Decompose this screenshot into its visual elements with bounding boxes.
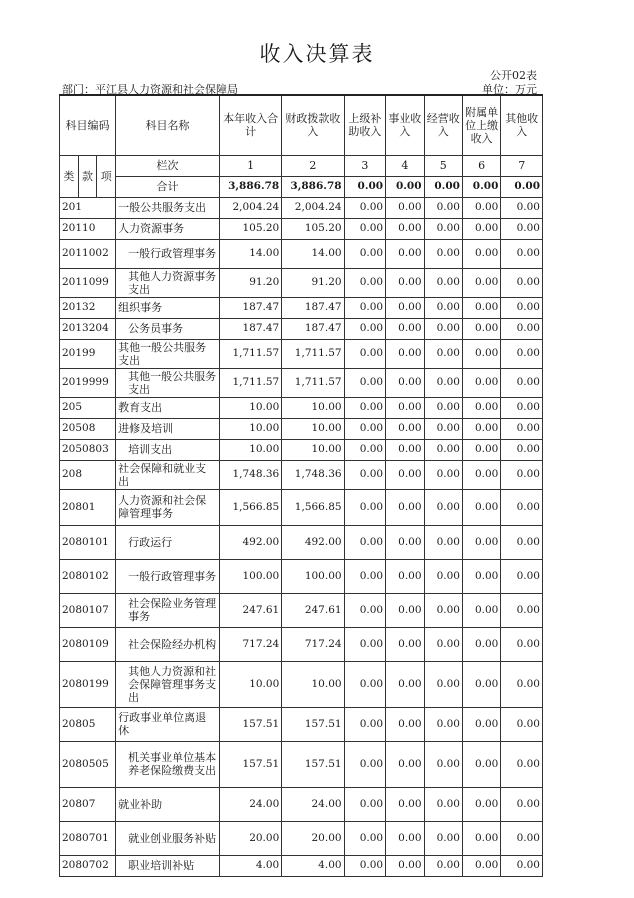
value-cell: 0.00: [424, 821, 462, 855]
table-row: [60, 741, 543, 787]
column-index-label: 栏次: [116, 155, 220, 176]
table-row: [60, 339, 543, 368]
table-row: [60, 239, 543, 268]
subject-code-cell: 20110: [60, 218, 116, 239]
value-cell: 0.00: [424, 707, 462, 741]
subject-name-cell: 社会保险业务管理事务: [116, 593, 220, 627]
value-cell: 157.51: [219, 707, 281, 741]
subject-code-cell: 201: [60, 197, 116, 218]
header-other-income: 其他收入: [501, 95, 543, 155]
total-cell: 0.00: [501, 176, 543, 197]
value-cell: 0.00: [501, 297, 543, 318]
value-cell: 0.00: [462, 787, 500, 821]
table-row: [60, 418, 543, 439]
subject-name-cell: 培训支出: [116, 439, 220, 460]
value-cell: 0.00: [344, 460, 386, 489]
value-cell: 0.00: [344, 197, 386, 218]
table-row: [60, 268, 543, 297]
header-operating-income: 经营收入: [424, 95, 462, 155]
value-cell: 91.20: [282, 268, 344, 297]
value-cell: 0.00: [424, 741, 462, 787]
value-cell: 20.00: [219, 821, 281, 855]
table-row: [60, 397, 543, 418]
value-cell: 0.00: [501, 368, 543, 397]
table-row: [60, 218, 543, 239]
value-cell: 0.00: [424, 593, 462, 627]
subject-name-cell: 人力资源事务: [116, 218, 220, 239]
value-cell: 157.51: [282, 707, 344, 741]
subject-code-cell: 2080701: [60, 821, 116, 855]
value-cell: 0.00: [424, 239, 462, 268]
value-cell: 0.00: [424, 218, 462, 239]
value-cell: 0.00: [344, 318, 386, 339]
table-row: [60, 197, 543, 218]
value-cell: 0.00: [501, 661, 543, 707]
header-xiang: 项: [97, 155, 116, 197]
table-row: [60, 525, 543, 559]
value-cell: 4.00: [282, 855, 344, 876]
value-cell: 14.00: [282, 239, 344, 268]
table-row: [60, 368, 543, 397]
value-cell: 0.00: [462, 707, 500, 741]
value-cell: 0.00: [462, 318, 500, 339]
subject-name-cell: 公务员事务: [116, 318, 220, 339]
value-cell: 0.00: [501, 318, 543, 339]
total-cell: 0.00: [344, 176, 386, 197]
value-cell: 0.00: [462, 418, 500, 439]
value-cell: 0.00: [462, 821, 500, 855]
subject-name-cell: 一般行政管理事务: [116, 559, 220, 593]
department-label: 部门：平江县人力资源和社会保障局: [62, 83, 238, 96]
value-cell: 0.00: [386, 397, 424, 418]
value-cell: 10.00: [219, 439, 281, 460]
subject-code-cell: 2050803: [60, 439, 116, 460]
value-cell: 0.00: [386, 525, 424, 559]
value-cell: 0.00: [386, 661, 424, 707]
value-cell: 0.00: [386, 239, 424, 268]
value-cell: 0.00: [462, 297, 500, 318]
value-cell: 717.24: [282, 627, 344, 661]
value-cell: 105.20: [282, 218, 344, 239]
value-cell: 0.00: [424, 197, 462, 218]
value-cell: 0.00: [501, 821, 543, 855]
total-cell: 3,886.78: [219, 176, 281, 197]
value-cell: 24.00: [282, 787, 344, 821]
value-cell: 0.00: [462, 397, 500, 418]
header-affiliated-income: 附属单位上缴收入: [462, 95, 500, 155]
value-cell: 0.00: [501, 741, 543, 787]
value-cell: 0.00: [501, 218, 543, 239]
value-cell: 1,748.36: [219, 460, 281, 489]
value-cell: 0.00: [501, 855, 543, 876]
value-cell: 0.00: [344, 297, 386, 318]
value-cell: 0.00: [462, 239, 500, 268]
value-cell: 100.00: [282, 559, 344, 593]
value-cell: 0.00: [386, 855, 424, 876]
subject-name-cell: 一般行政管理事务: [116, 239, 220, 268]
subject-code-cell: 208: [60, 460, 116, 489]
value-cell: 0.00: [462, 368, 500, 397]
column-index: 3: [344, 155, 386, 176]
subject-name-cell: 社会保险经办机构: [116, 627, 220, 661]
subject-code-cell: 20807: [60, 787, 116, 821]
value-cell: 0.00: [424, 661, 462, 707]
value-cell: 0.00: [462, 439, 500, 460]
income-table: [59, 94, 543, 877]
value-cell: 2,004.24: [282, 197, 344, 218]
value-cell: 0.00: [386, 197, 424, 218]
table-row: [60, 787, 543, 821]
value-cell: 187.47: [219, 297, 281, 318]
header-row: [60, 95, 543, 155]
value-cell: 10.00: [282, 397, 344, 418]
header-total-income: 本年收入合计: [219, 95, 281, 155]
value-cell: 0.00: [344, 559, 386, 593]
value-cell: 0.00: [386, 593, 424, 627]
subject-name-cell: 一般公共服务支出: [116, 197, 220, 218]
value-cell: 10.00: [282, 418, 344, 439]
value-cell: 0.00: [424, 559, 462, 593]
header-subject-code: 科目编码: [60, 95, 116, 155]
subject-code-cell: 2080109: [60, 627, 116, 661]
value-cell: 91.20: [219, 268, 281, 297]
column-index: 5: [424, 155, 462, 176]
table-row: [60, 855, 543, 876]
value-cell: 1,748.36: [282, 460, 344, 489]
value-cell: 0.00: [501, 268, 543, 297]
value-cell: 0.00: [424, 297, 462, 318]
value-cell: 0.00: [386, 439, 424, 460]
table-row: [60, 661, 543, 707]
table-row: [60, 707, 543, 741]
subject-code-cell: 20805: [60, 707, 116, 741]
subject-code-cell: 2080101: [60, 525, 116, 559]
value-cell: 0.00: [462, 627, 500, 661]
value-cell: 0.00: [386, 627, 424, 661]
value-cell: 0.00: [501, 339, 543, 368]
value-cell: 0.00: [424, 525, 462, 559]
subject-code-cell: 2080107: [60, 593, 116, 627]
value-cell: 247.61: [219, 593, 281, 627]
value-cell: 0.00: [424, 368, 462, 397]
value-cell: 0.00: [386, 821, 424, 855]
value-cell: 0.00: [344, 593, 386, 627]
subject-name-cell: 其他一般公共服务支出: [116, 368, 220, 397]
subject-code-cell: 20132: [60, 297, 116, 318]
value-cell: 247.61: [282, 593, 344, 627]
column-index: 6: [462, 155, 500, 176]
value-cell: 100.00: [219, 559, 281, 593]
value-cell: 1,711.57: [219, 368, 281, 397]
value-cell: 0.00: [424, 397, 462, 418]
value-cell: 0.00: [501, 439, 543, 460]
value-cell: 1,711.57: [282, 368, 344, 397]
value-cell: 0.00: [462, 559, 500, 593]
value-cell: 0.00: [344, 418, 386, 439]
value-cell: 105.20: [219, 218, 281, 239]
subject-name-cell: 行政事业单位离退休: [116, 707, 220, 741]
subject-name-cell: 教育支出: [116, 397, 220, 418]
table-row: [60, 489, 543, 525]
value-cell: 0.00: [501, 787, 543, 821]
subject-name-cell: 职业培训补贴: [116, 855, 220, 876]
value-cell: 0.00: [501, 525, 543, 559]
value-cell: 0.00: [462, 460, 500, 489]
subject-name-cell: 其他一般公共服务支出: [116, 339, 220, 368]
subject-name-cell: 其他人力资源和社会保障管理事务支出: [116, 661, 220, 707]
value-cell: 0.00: [386, 559, 424, 593]
value-cell: 0.00: [462, 593, 500, 627]
value-cell: 10.00: [219, 661, 281, 707]
value-cell: 0.00: [501, 418, 543, 439]
value-cell: 0.00: [424, 318, 462, 339]
subject-code-cell: 2011099: [60, 268, 116, 297]
subject-name-cell: 其他人力资源事务支出: [116, 268, 220, 297]
column-index: 1: [219, 155, 281, 176]
table-row: [60, 439, 543, 460]
value-cell: 10.00: [219, 418, 281, 439]
column-index: 2: [282, 155, 344, 176]
value-cell: 0.00: [462, 855, 500, 876]
value-cell: 187.47: [282, 297, 344, 318]
value-cell: 492.00: [282, 525, 344, 559]
value-cell: 0.00: [344, 397, 386, 418]
value-cell: 0.00: [424, 418, 462, 439]
document-title: 收入决算表: [259, 42, 375, 66]
header-business-income: 事业收入: [386, 95, 424, 155]
table-row: [60, 460, 543, 489]
value-cell: 0.00: [501, 593, 543, 627]
value-cell: 0.00: [344, 368, 386, 397]
column-index-row: [60, 155, 543, 176]
value-cell: 0.00: [462, 661, 500, 707]
header-subject-name: 科目名称: [116, 95, 220, 155]
subject-name-cell: 机关事业单位基本养老保险缴费支出: [116, 741, 220, 787]
column-index: 7: [501, 155, 543, 176]
total-row: [60, 176, 543, 197]
total-cell: 0.00: [424, 176, 462, 197]
form-code: 公开02表: [490, 69, 537, 82]
subject-name-cell: 就业补助: [116, 787, 220, 821]
value-cell: 0.00: [501, 197, 543, 218]
value-cell: 0.00: [462, 339, 500, 368]
value-cell: 0.00: [344, 218, 386, 239]
value-cell: 0.00: [462, 197, 500, 218]
total-cell: 3,886.78: [282, 176, 344, 197]
value-cell: 0.00: [386, 368, 424, 397]
column-index: 4: [386, 155, 424, 176]
value-cell: 492.00: [219, 525, 281, 559]
value-cell: 0.00: [386, 418, 424, 439]
value-cell: 10.00: [219, 397, 281, 418]
value-cell: 0.00: [424, 489, 462, 525]
header-kuan: 款: [78, 155, 97, 197]
subject-name-cell: 组织事务: [116, 297, 220, 318]
value-cell: 0.00: [424, 460, 462, 489]
value-cell: 0.00: [344, 855, 386, 876]
header-fiscal-allocation: 财政拨款收入: [282, 95, 344, 155]
value-cell: 0.00: [501, 460, 543, 489]
subject-name-cell: 人力资源和社会保障管理事务: [116, 489, 220, 525]
table-row: [60, 559, 543, 593]
value-cell: 0.00: [386, 318, 424, 339]
value-cell: 0.00: [344, 239, 386, 268]
value-cell: 0.00: [386, 489, 424, 525]
value-cell: 0.00: [424, 855, 462, 876]
value-cell: 0.00: [501, 239, 543, 268]
value-cell: 0.00: [344, 339, 386, 368]
subject-code-cell: 20199: [60, 339, 116, 368]
value-cell: 2,004.24: [219, 197, 281, 218]
value-cell: 0.00: [501, 489, 543, 525]
value-cell: 157.51: [219, 741, 281, 787]
value-cell: 157.51: [282, 741, 344, 787]
value-cell: 0.00: [386, 218, 424, 239]
table-row: [60, 627, 543, 661]
total-cell: 0.00: [386, 176, 424, 197]
value-cell: 0.00: [344, 821, 386, 855]
value-cell: 0.00: [386, 741, 424, 787]
subject-code-cell: 2080102: [60, 559, 116, 593]
table-body: [60, 197, 543, 876]
subject-code-cell: 2013204: [60, 318, 116, 339]
value-cell: 0.00: [344, 489, 386, 525]
header-lei: 类: [60, 155, 79, 197]
value-cell: 0.00: [386, 787, 424, 821]
value-cell: 1,711.57: [282, 339, 344, 368]
value-cell: 20.00: [282, 821, 344, 855]
subject-name-cell: 社会保障和就业支出: [116, 460, 220, 489]
value-cell: 0.00: [501, 707, 543, 741]
subject-code-cell: 20508: [60, 418, 116, 439]
value-cell: 0.00: [344, 787, 386, 821]
table-row: [60, 821, 543, 855]
subject-name-cell: 就业创业服务补贴: [116, 821, 220, 855]
value-cell: 10.00: [282, 439, 344, 460]
value-cell: 0.00: [462, 525, 500, 559]
value-cell: 0.00: [344, 525, 386, 559]
value-cell: 0.00: [462, 218, 500, 239]
value-cell: 0.00: [386, 460, 424, 489]
total-label: 合计: [116, 176, 220, 197]
value-cell: 0.00: [344, 707, 386, 741]
value-cell: 0.00: [424, 268, 462, 297]
value-cell: 0.00: [424, 627, 462, 661]
value-cell: 0.00: [344, 627, 386, 661]
subject-code-cell: 2080199: [60, 661, 116, 707]
subject-code-cell: 2080505: [60, 741, 116, 787]
value-cell: 0.00: [344, 439, 386, 460]
value-cell: 0.00: [501, 397, 543, 418]
subject-name-cell: 行政运行: [116, 525, 220, 559]
value-cell: 10.00: [282, 661, 344, 707]
value-cell: 14.00: [219, 239, 281, 268]
value-cell: 1,711.57: [219, 339, 281, 368]
value-cell: 24.00: [219, 787, 281, 821]
value-cell: 0.00: [462, 741, 500, 787]
value-cell: 0.00: [386, 339, 424, 368]
header-superior-subsidy: 上级补助收入: [344, 95, 386, 155]
subject-code-cell: 2011002: [60, 239, 116, 268]
value-cell: 187.47: [282, 318, 344, 339]
table-row: [60, 593, 543, 627]
value-cell: 4.00: [219, 855, 281, 876]
value-cell: 0.00: [386, 268, 424, 297]
value-cell: 0.00: [501, 559, 543, 593]
unit-label: 单位：万元: [482, 83, 537, 96]
value-cell: 0.00: [462, 268, 500, 297]
table-row: [60, 318, 543, 339]
value-cell: 1,566.85: [219, 489, 281, 525]
value-cell: 0.00: [424, 439, 462, 460]
subject-code-cell: 2080702: [60, 855, 116, 876]
value-cell: 0.00: [386, 707, 424, 741]
value-cell: 0.00: [501, 627, 543, 661]
value-cell: 0.00: [344, 661, 386, 707]
value-cell: 0.00: [344, 268, 386, 297]
value-cell: 0.00: [386, 297, 424, 318]
value-cell: 0.00: [424, 339, 462, 368]
value-cell: 187.47: [219, 318, 281, 339]
value-cell: 0.00: [462, 489, 500, 525]
subject-code-cell: 205: [60, 397, 116, 418]
subject-code-cell: 2019999: [60, 368, 116, 397]
total-cell: 0.00: [462, 176, 500, 197]
value-cell: 0.00: [424, 787, 462, 821]
subject-code-cell: 20801: [60, 489, 116, 525]
value-cell: 0.00: [344, 741, 386, 787]
subject-name-cell: 进修及培训: [116, 418, 220, 439]
table-row: [60, 297, 543, 318]
value-cell: 1,566.85: [282, 489, 344, 525]
value-cell: 717.24: [219, 627, 281, 661]
